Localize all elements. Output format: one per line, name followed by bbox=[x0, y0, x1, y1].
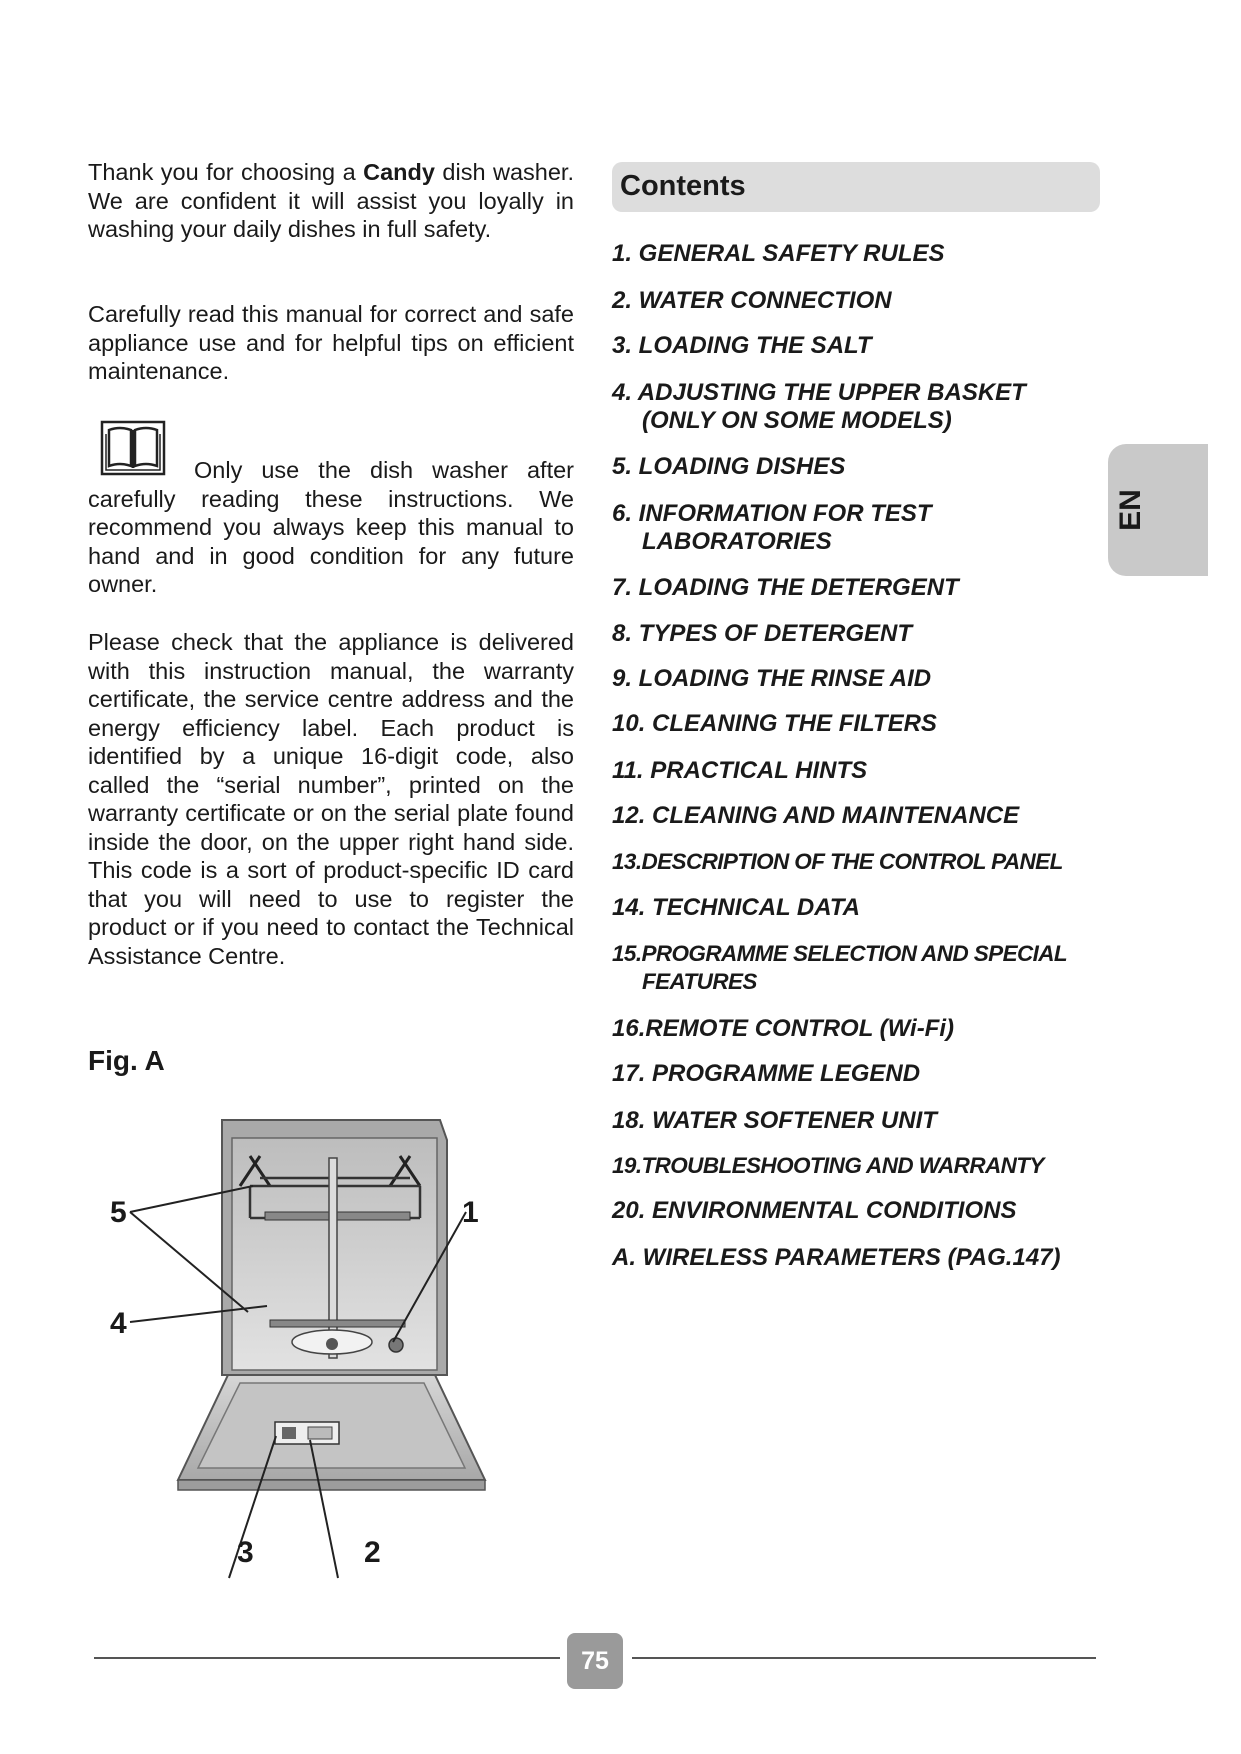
toc-item[interactable]: 12. CLEANING AND MAINTENANCE bbox=[612, 802, 1020, 829]
toc-item[interactable]: 3. LOADING THE SALT bbox=[612, 332, 872, 359]
footer-rule-right bbox=[632, 1657, 1096, 1659]
callout-4: 4 bbox=[110, 1307, 127, 1340]
footer-rule-left bbox=[94, 1657, 560, 1659]
page-number: 75 bbox=[567, 1633, 623, 1689]
toc-item[interactable]: 18. WATER SOFTENER UNIT bbox=[612, 1107, 937, 1134]
toc-item[interactable]: 14. TECHNICAL DATA bbox=[612, 894, 861, 921]
intro-paragraph-2: Carefully read this manual for correct and safe appliance use and for helpful tips on efficient maintenance. bbox=[88, 301, 574, 384]
salt-cap bbox=[389, 1338, 403, 1352]
dishwasher-figure bbox=[110, 1100, 570, 1580]
intro-paragraph-4: Please check that the appliance is delivered with this instruction manual, the warranty certificate, the service centre address and the energy efficiency label. Each product is identified by a unique 16-digit code, also called the “serial number”, printed on the warranty certificate or on the serial plate found inside the door, on the upper right hand side. This code is a sort of product-specific ID card that you will need to use to register the product or if you need to contact the Technical Assistance Centre. bbox=[88, 629, 574, 969]
toc-item[interactable]: 15.PROGRAMME SELECTION AND SPECIAL FEATURES bbox=[612, 941, 1068, 994]
toc-item[interactable]: 5. LOADING DISHES bbox=[612, 453, 846, 480]
toc-item[interactable]: 6. INFORMATION FOR TEST LABORATORIES bbox=[612, 500, 932, 555]
toc-item[interactable]: 20. ENVIRONMENTAL CONDITIONS bbox=[612, 1197, 1017, 1224]
figure-title: Fig. A bbox=[88, 1045, 165, 1076]
toc-item[interactable]: 19.TROUBLESHOOTING AND WARRANTY bbox=[612, 1153, 1044, 1178]
intro-paragraph-1: Thank you for choosing a Candy dish washer. We are confident it will assist you loyally in washing your daily dishes in full safety. bbox=[88, 159, 574, 242]
toc-item[interactable]: 8. TYPES OF DETERGENT bbox=[612, 620, 913, 647]
toc-item[interactable]: A. WIRELESS PARAMETERS (PAG.147) bbox=[612, 1244, 1061, 1271]
toc-item[interactable]: 4. ADJUSTING THE UPPER BASKET (ONLY ON SOME MODELS) bbox=[612, 379, 1026, 434]
contents-header bbox=[612, 162, 1100, 212]
toc-item[interactable]: 9. LOADING THE RINSE AID bbox=[612, 665, 932, 692]
toc-item[interactable]: 2. WATER CONNECTION bbox=[612, 287, 892, 314]
language-tab-label: EN bbox=[1114, 489, 1147, 531]
open-book-icon bbox=[100, 420, 166, 476]
callout-1: 1 bbox=[462, 1196, 479, 1229]
toc-item[interactable]: 16.REMOTE CONTROL (Wi-Fi) bbox=[612, 1015, 954, 1042]
toc-item[interactable]: 1. GENERAL SAFETY RULES bbox=[612, 240, 945, 267]
read-manual-text: Only use the dish washer after carefully reading these instructions. We recommend you always keep this manual to hand and in good condition for any future owner. bbox=[88, 457, 574, 597]
central-pipe bbox=[329, 1158, 337, 1358]
brand-name: Candy bbox=[363, 159, 435, 185]
toc-item[interactable]: 10. CLEANING THE FILTERS bbox=[612, 710, 937, 737]
read-manual-note bbox=[88, 420, 574, 599]
toc-item[interactable]: 7. LOADING THE DETERGENT bbox=[612, 574, 959, 601]
toc-item[interactable]: 13.DESCRIPTION OF THE CONTROL PANEL bbox=[612, 849, 1063, 874]
callout-5: 5 bbox=[110, 1196, 127, 1229]
lower-spray-arm bbox=[270, 1320, 405, 1327]
toc-item[interactable]: 17. PROGRAMME LEGEND bbox=[612, 1060, 921, 1087]
toc-item[interactable]: 11. PRACTICAL HINTS bbox=[612, 757, 868, 784]
callout-2: 2 bbox=[364, 1536, 381, 1569]
callout-3: 3 bbox=[237, 1536, 254, 1569]
contents-title: Contents bbox=[620, 170, 746, 202]
intro-column bbox=[88, 158, 574, 1018]
